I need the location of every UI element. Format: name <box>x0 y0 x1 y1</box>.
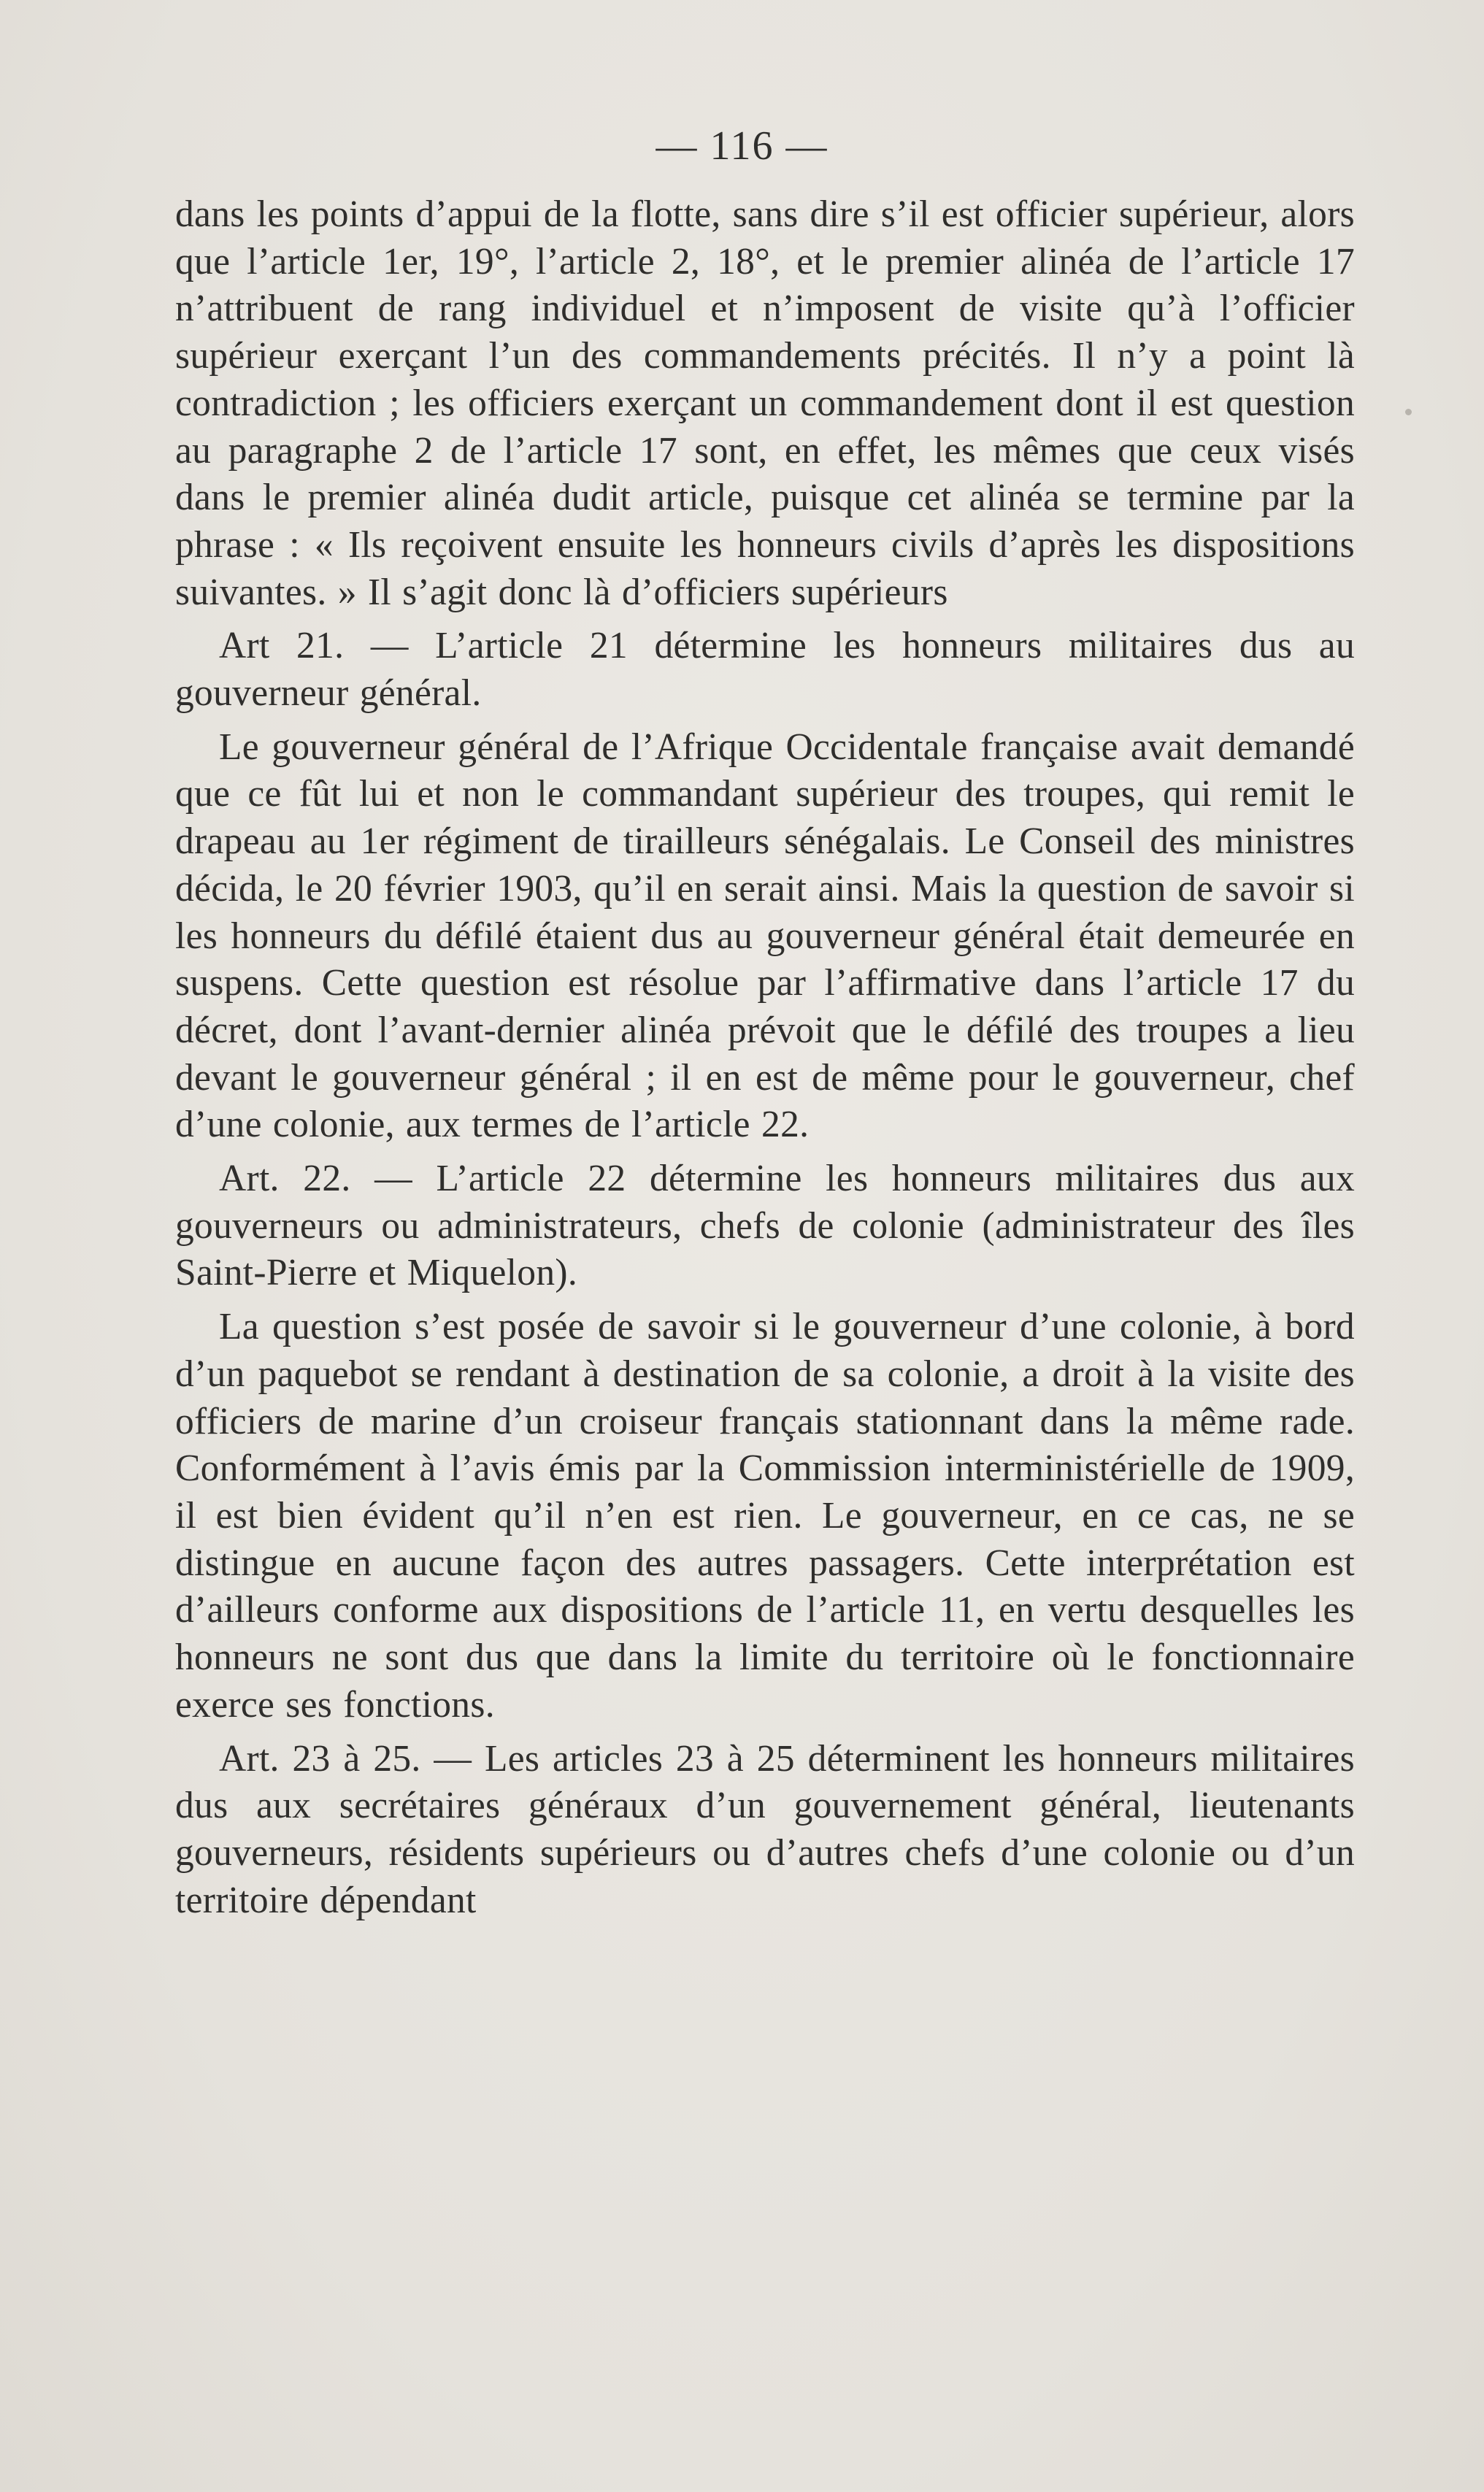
paragraph-continued: dans les points d’appui de la flotte, sans dire s’il est officier supérieur, alors que l’article 1er, 19°, l’article 2, 18°, et le premier alinéa de l’article 17 n’attribuent de rang individuel et n’imposent de visite qu’à l’officier supérieur exerçant l’un des commandements précités. Il n’y a point là contradiction ; les officiers exerçant un commandement dont il est question au paragraphe 2 de l’article 17 sont, en effet, les mêmes que ceux visés dans le premier alinéa dudit article, puisque cet alinéa se termine par la phrase : « Ils reçoivent ensuite les honneurs civils d’après les dispositions suivantes. » Il s’agit donc là d’officiers supérieurs <box>175 193 1355 613</box>
paper-speck <box>1405 409 1412 415</box>
paragraph-art-21: Art 21. — L’article 21 détermine les honneurs militaires dus au gouverneur général. <box>175 625 1355 715</box>
paragraph-art-23-25: Art. 23 à 25. — Les articles 23 à 25 déterminent les honneurs militaires dus aux secrétaires généraux d’un gouvernement général, lieutenants gouverneurs, résidents supérieurs ou d’autres chefs d’une colonie ou d’un territoire dépendant <box>175 1737 1355 1921</box>
paragraph-art-22: Art. 22. — L’article 22 détermine les honneurs militaires dus aux gouverneurs ou administrateurs, chefs de colonie (administrateur des îles Saint-Pierre et Miquelon). <box>175 1158 1355 1294</box>
paragraph-question-paquebot: La question s’est posée de savoir si le gouverneur d’une colonie, à bord d’un paquebot se rendant à destination de sa colonie, a droit à la visite des officiers de marine d’un croiseur français stationnant dans la même rade. Conformément à l’avis émis par la Commission interministérielle de 1909, il est bien évident qu’il n’en est rien. Le gouverneur, en ce cas, ne se distingue en aucune façon des autres passagers. Cette interprétation est d’ailleurs conforme aux dispositions de l’article 11, en vertu desquelles les honneurs ne sont dus que dans la limite du territoire où le fonctionnaire exerce ses fonctions. <box>175 1306 1355 1726</box>
body-text <box>175 191 1355 1931</box>
page-number: — 116 — <box>656 123 828 169</box>
paragraph-gouverneur-general: Le gouverneur général de l’Afrique Occidentale française avait demandé que ce fût lui et non le commandant supérieur des troupes, qui remit le drapeau au 1er régiment de tirailleurs sénégalais. Le Conseil des ministres décida, le 20 février 1903, qu’il en serait ainsi. Mais la question de savoir si les honneurs du défilé étaient dus au gouverneur général était demeurée en suspens. Cette question est résolue par l’affirmative dans l’article 17 du décret, dont l’avant-dernier alinéa prévoit que le défilé des troupes a lieu devant le gouverneur général ; il en est de même pour le gouverneur, chef d’une colonie, aux termes de l’article 22. <box>175 726 1355 1146</box>
